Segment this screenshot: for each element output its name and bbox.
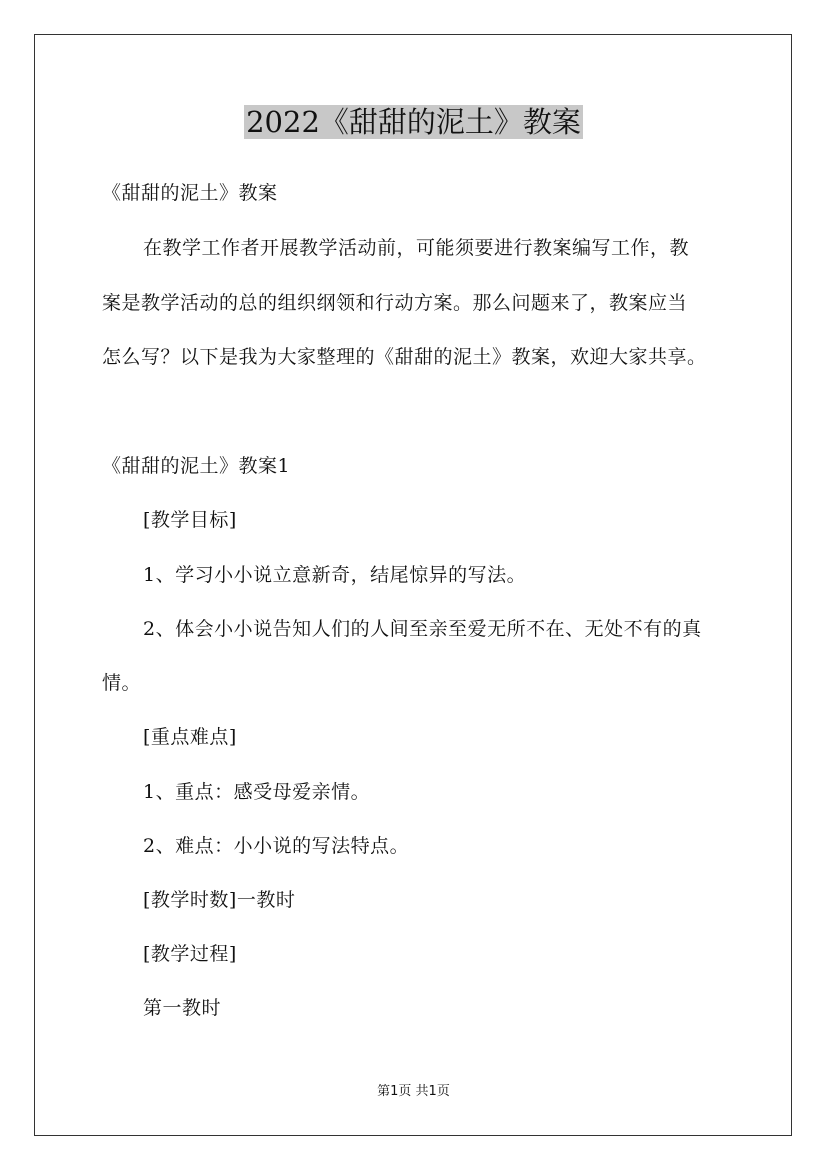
objective-2-line-1: 2、体会小小说告知人们的人间至亲至爱无所不在、无处不有的真: [143, 618, 702, 640]
document-subtitle: 《甜甜的泥土》教案: [102, 182, 278, 204]
key-point-2: 2、难点：小小说的写法特点。: [143, 835, 410, 857]
key-points-heading: [重点难点]: [143, 726, 237, 748]
page-footer: 第1页 共1页: [377, 1084, 450, 1099]
teaching-hours: [教学时数]一教时: [143, 889, 296, 911]
objective-2-line-2: 情。: [102, 672, 142, 694]
intro-line-1: 在教学工作者开展教学活动前，可能须要进行教案编写工作，教: [143, 237, 690, 259]
process-heading: [教学过程]: [143, 943, 237, 965]
key-point-1: 1、重点：感受母爱亲情。: [143, 781, 371, 803]
intro-line-3: 怎么写？以下是我为大家整理的《甜甜的泥土》教案，欢迎大家共享。: [102, 346, 707, 368]
document-title-text: 2022《甜甜的泥土》教案: [246, 105, 581, 139]
section-heading-1: 《甜甜的泥土》教案1: [102, 455, 291, 477]
objective-1: 1、学习小小说立意新奇，结尾惊异的写法。: [143, 564, 527, 586]
first-lesson: 第一教时: [143, 997, 222, 1019]
intro-line-2: 案是教学活动的总的组织纲领和行动方案。那么问题来了，教案应当: [102, 292, 688, 314]
objectives-heading: [教学目标]: [143, 509, 237, 531]
document-title: [0, 100, 827, 144]
